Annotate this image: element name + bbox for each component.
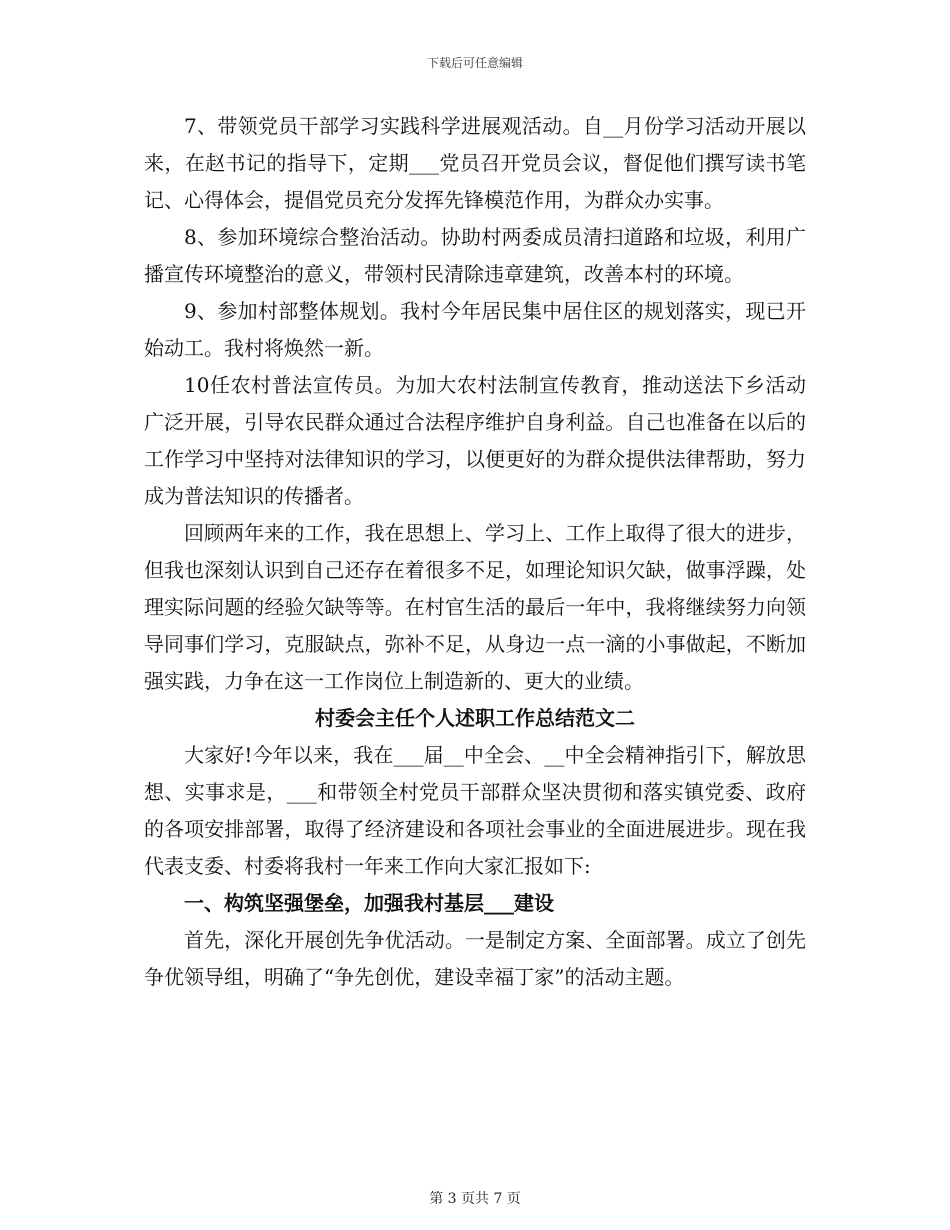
paragraph-intro: 大家好!今年以来，我在___届__中全会、__中全会精神指引下，解放思想、实事求是，___和带领全村党员干部群众坚决贯彻和落实镇党委、政府的各项安排部署，取得了经济建设和各项社会事业的全面进展进步。现在我代表支委、村委将我村一年来工作向大家汇报如下: [144,743,806,878]
subheading-1: 一、构筑坚强堡垒，加强我村基层___建设 [184,891,554,915]
page-footer: 第 3 页共 7 页 [429,1191,521,1207]
section-title: 村委会主任个人述职工作总结范文二 [315,706,635,730]
paragraph-item-7: 7、带领党员干部学习实践科学进展观活动。自__月份学习活动开展以来，在赵书记的指导下，定期___党员召开党员会议，督促他们撰写读书笔记、心得体会，提倡党员充分发挥先锋模范作用，为群众办实事。 [144,114,806,212]
page-header: 下载后可任意编辑 [426,56,523,70]
paragraph-item-8: 8、参加环境综合整治活动。协助村两委成员清扫道路和垃圾，利用广播宣传环境整治的意义，带领村民清除违章建筑，改善本村的环境。 [144,225,806,286]
paragraph-first: 首先，深化开展创先争优活动。一是制定方案、全面部署。成立了创先争优领导组，明确了“争先创优，建设幸福丁家”的活动主题。 [144,928,806,989]
paragraph-item-9: 9、参加村部整体规划。我村今年居民集中居住区的规划落实，现已开始动工。我村将焕然一新。 [144,299,806,360]
document-body [144,108,806,996]
paragraph-review: 回顾两年来的工作，我在思想上、学习上、工作上取得了很大的进步，但我也深刻认识到自己还存在着很多不足，如理论知识欠缺，做事浮躁，处理实际问题的经验欠缺等等。在村官生活的最后一年中，我将继续努力向领导同事们学习，克服缺点，弥补不足，从身边一点一滴的小事做起，不断加强实践，力争在这一工作岗位上制造新的、更大的业绩。 [144,521,806,693]
paragraph-item-10: 10任农村普法宣传员。为加大农村法制宣传教育，推动送法下乡活动广泛开展，引导农民群众通过合法程序维护自身利益。自己也准备在以后的工作学习中坚持对法律知识的学习，以便更好的为群众提供法律帮助，努力成为普法知识的传播者。 [144,373,806,508]
